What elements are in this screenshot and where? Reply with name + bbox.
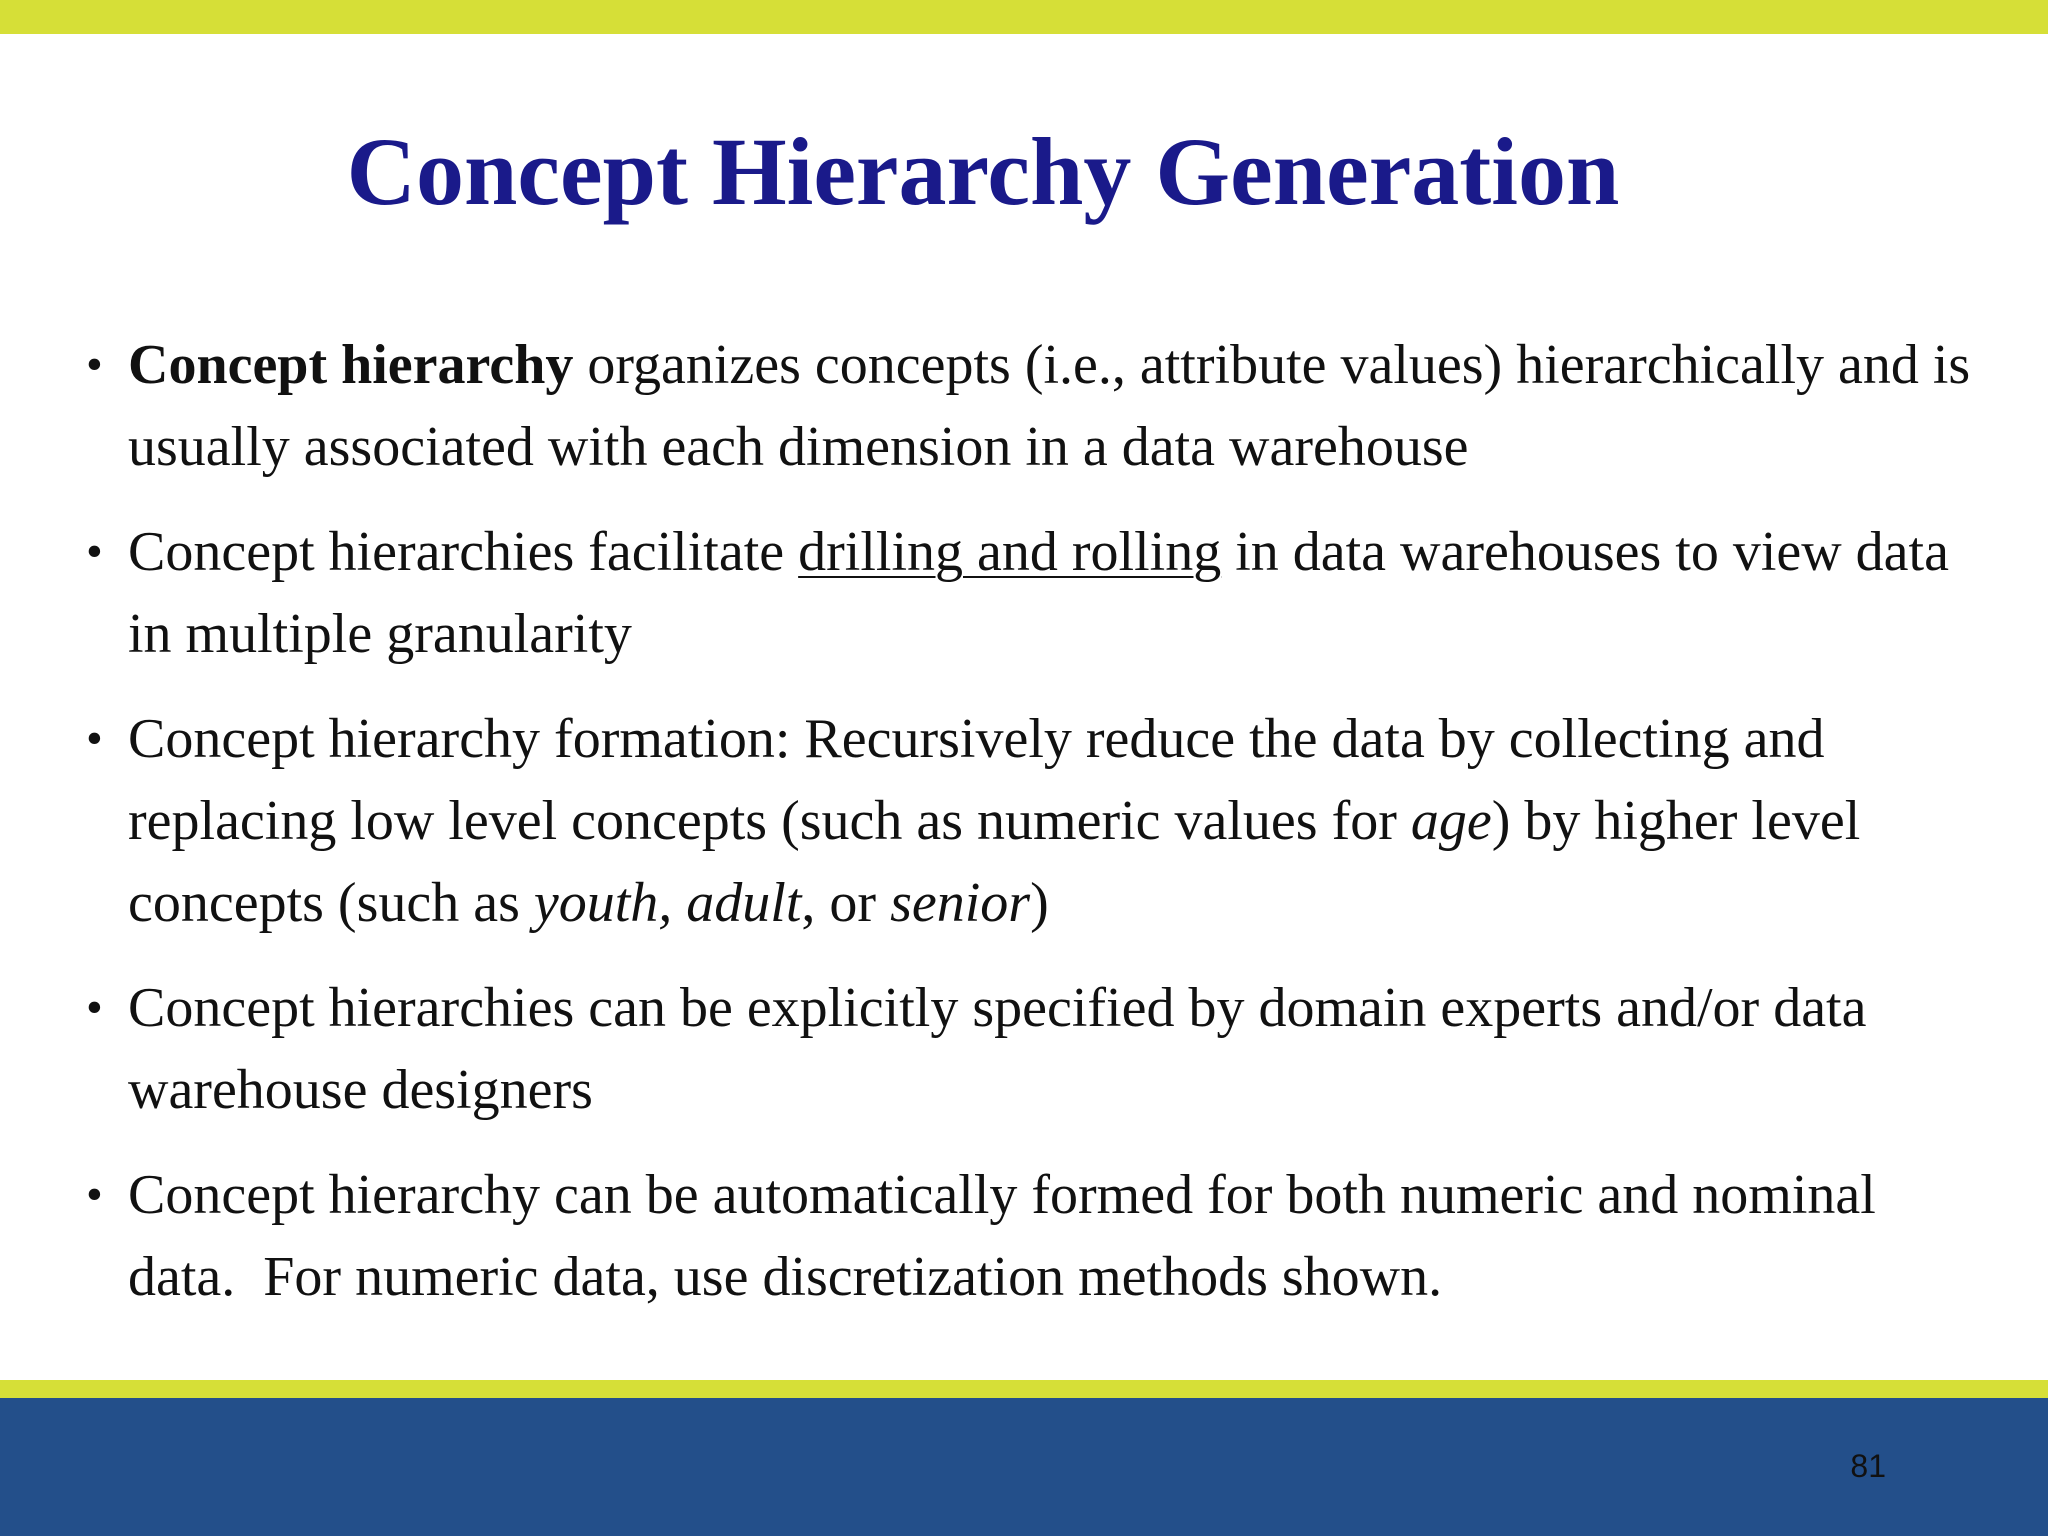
underlined-term: drilling and rolling: [798, 521, 1222, 583]
bold-term: Concept hierarchy: [128, 334, 574, 396]
bullet-item-5: [86, 1154, 1986, 1318]
bullet-glyph: •: [86, 1168, 103, 1221]
slide-title: Concept Hierarchy Generation: [346, 118, 1620, 225]
bullet-item-3: [86, 698, 1986, 944]
top-accent-bar: [0, 0, 2048, 34]
bullet-glyph: •: [86, 338, 103, 391]
bullet-text: ): [1030, 872, 1049, 934]
bullet-item-1: [86, 324, 1986, 488]
bullet-text: Concept hierarchies facilitate: [128, 521, 799, 583]
bullet-glyph: •: [86, 712, 103, 765]
bullet-text: in data warehouses to view data in multiple granularity: [128, 521, 1949, 665]
footer-bar: [0, 1398, 2048, 1536]
bullet-glyph: •: [86, 981, 103, 1034]
bullet-item-2: [86, 511, 1986, 675]
bullet-text: ) by higher level concepts (such as: [128, 790, 1861, 934]
bullet-list: [86, 324, 1986, 1341]
italic-term: age: [1410, 790, 1492, 852]
italic-term: senior: [890, 872, 1031, 934]
bullet-text: organizes concepts (i.e., attribute values) hierarchically and is usually associated with each dimension in a data warehouse: [128, 334, 1971, 478]
bullet-text: Concept hierarchy formation: Recursively reduce the data by collecting and replacing low level concepts (such as numeric values for: [128, 708, 1825, 852]
bottom-accent-stripe: [0, 1380, 2048, 1398]
bullet-glyph: •: [86, 525, 103, 578]
bullet-item-4: [86, 967, 1986, 1131]
bullet-text: Concept hierarchies can be explicitly specified by domain experts and/or data warehouse designers: [128, 977, 1867, 1121]
bullet-text: , or: [801, 872, 891, 934]
italic-term: youth, adult: [533, 872, 802, 934]
page-number: 81: [1850, 1448, 1886, 1484]
bullet-text: Concept hierarchy can be automatically formed for both numeric and nominal data. For numeric data, use discretization methods shown.: [128, 1164, 1890, 1308]
